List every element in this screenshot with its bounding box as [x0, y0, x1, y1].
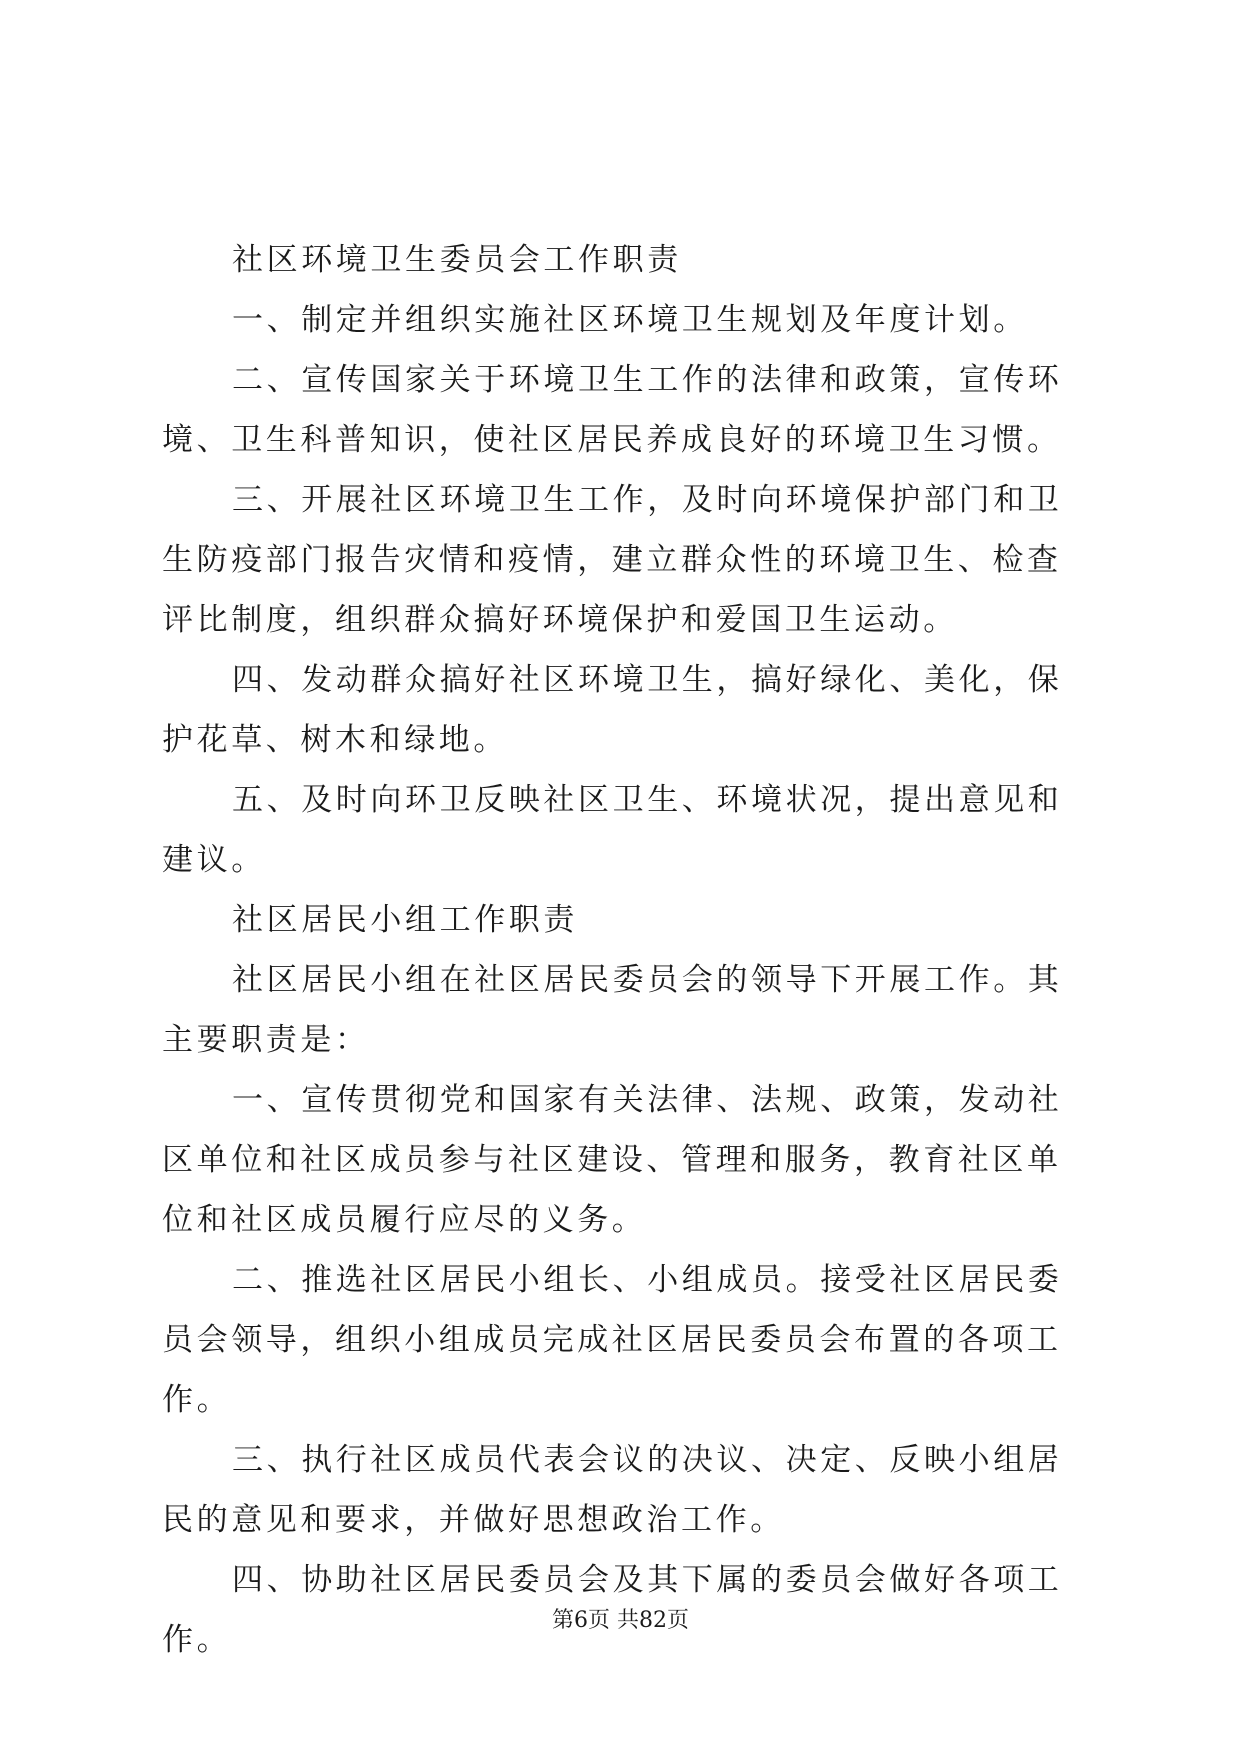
paragraph: 五、及时向环卫反映社区卫生、环境状况，提出意见和建议。	[162, 782, 1063, 878]
paragraph: 社区居民小组在社区居民委员会的领导下开展工作。其主要职责是：	[162, 962, 1063, 1058]
paragraph: 四、发动群众搞好社区环境卫生，搞好绿化、美化，保护花草、树木和绿地。	[162, 662, 1063, 758]
page-footer	[0, 1606, 1241, 1636]
paragraph: 三、执行社区成员代表会议的决议、决定、反映小组居民的意见和要求，并做好思想政治工作。	[162, 1442, 1063, 1538]
paragraph: 二、宣传国家关于环境卫生工作的法律和政策，宣传环境、卫生科普知识，使社区居民养成良好的环境卫生习惯。	[162, 362, 1063, 458]
page-number: 第6页 共82页	[552, 1608, 689, 1633]
paragraph: 三、开展社区环境卫生工作，及时向环境保护部门和卫生防疫部门报告灾情和疫情，建立群众性的环境卫生、检查评比制度，组织群众搞好环境保护和爱国卫生运动。	[162, 482, 1063, 638]
document-body	[162, 230, 1082, 1670]
paragraph: 二、推选社区居民小组长、小组成员。接受社区居民委员会领导，组织小组成员完成社区居民委员会布置的各项工作。	[162, 1262, 1063, 1418]
section-title-environment: 社区环境卫生委员会工作职责	[232, 242, 682, 278]
paragraph: 一、宣传贯彻党和国家有关法律、法规、政策，发动社区单位和社区成员参与社区建设、管理和服务，教育社区单位和社区成员履行应尽的义务。	[162, 1082, 1063, 1238]
paragraph: 四、协助社区居民委员会及其下属的委员会做好各项工作。	[162, 1562, 1063, 1658]
section-title-resident-group: 社区居民小组工作职责	[232, 902, 578, 938]
paragraph: 一、制定并组织实施社区环境卫生规划及年度计划。	[232, 302, 1028, 338]
